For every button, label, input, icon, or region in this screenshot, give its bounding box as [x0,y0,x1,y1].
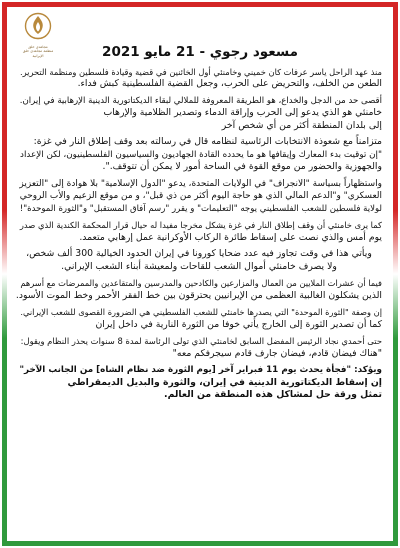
logo-caption-line: منظمة مجاهدي خلق الإيرانية [22,49,54,58]
document-header [12,8,388,66]
organization-logo [18,12,58,58]
paragraph-line: الذين يشكلون الغالبية العظمى من الإيرانيين يحترقون بين خط الفقر الأحمر وخط الموت الأسود. [15,289,382,301]
paragraph-line: منذ عهد الراحل ياسر عرفات كان خميني وخامنئي أول الخائنين في قضية وقيادة فلسطين ومنظمة التحرير. [19,67,382,77]
paragraph-line: واستظهاراً بسياسة "الانجراف" في الولايات المتحدة، يدعو "الدول الإسلامية" بلا هوادة إلى "التعزيز [19,178,382,189]
paragraph [16,178,382,215]
paragraph-line: تمثل ورقة حل لمشاكل هذه المنطقة من العالم. [164,389,382,401]
logo-caption [18,45,58,58]
paragraph-line: إن إسقاط الديكتاتورية الدينية في إيران، والثورة والبديل الديمقراطي [67,376,382,388]
paragraph-line: كما يرى خامنئي أن وقف إطلاق النار في غزة يشكل مخرجا مفيدا له حيال قرار المحكمة الكندية الذي صدر [19,220,382,231]
paragraph-line: يوم أمس والذي نصت على إسقاط طائرة الركاب الأوكرانية عمل إرهابي متعمد. [79,231,382,243]
paragraph-line: والجهوزية والحضور من موقع القوة في الساحة أمور لا يمكن أن تتوقف.". [102,161,382,173]
paragraph-line: أقصى حد من الدجل والخداع، هو الطريقة المعروفة للملالي لبقاء الديكتاتورية الدينية الإرهابية في إيران. [19,96,382,106]
document-title: مسعود رجوي - 21 مايو 2021 [102,44,298,60]
paragraph-line: إن وصفة "الثورة الموحدة" التي يصدرها خامنئي للشعب الفلسطيني هي الضرورة القصوى للشعب الإيراني. [20,307,382,318]
paragraph-line: ويؤكد: "فجأة يحدث يوم 11 فبراير آخر [يوم الثورة ضد نظام الشاه] من الجانب الآخر" [19,365,382,376]
paragraph [16,66,382,91]
paragraph-line: العسكري" و"الدعم المالي الذي هو حاجة اليوم أكثر من ذي قبل"، و من موقع الزعيم والأب الروحي [19,191,382,202]
paragraph-line: حتى أحمدي نجاد الرئيس المفضل السابق لخامنئي الذي تولى الرئاسة لمدة 8 سنوات يحذر النظام ويقول: [20,336,382,347]
paragraph [16,95,382,132]
paragraph [16,277,382,302]
paragraph-line: الطعن من الخلف، والتحريض على الحرب، وجعل القضية الفلسطينية كبش فداء. [77,78,382,90]
paragraph-line: فيما أن عشرات الملايين من العمال والمزارعين والكادحين والمدرسين والمتقاعدين والممرضات مع أسرهم [20,278,382,289]
paragraph-line: لولاية فلسطين للشعب الفلسطيني يوجه "التعليمات" و يقرر "رسم آفاق المستقبل" و"الثورة الموحدة"! [19,203,382,214]
paragraph-line: "إن توقيت بدء المعارك وإيقافها هو ما يحدده القادة الجهاديون والسياسيون الفلسطينيون، لكن الإعداد [20,149,382,160]
paragraph [16,306,382,331]
paragraph-line: "هناك فيضان قادم، فيضان جارف قادم سيجرفكم معه" [172,347,382,359]
paragraph-line: كما أن تصدير الثورة إلى الخارج يأتي خوفا من الثورة النارية في داخل إيران [95,318,382,330]
paragraph-line: إلى بلدان المنطقة أكثر من أي شخص آخر [221,119,382,131]
paragraph-line: ولا يصرف خامنئي أموال الشعب للقاحات ولمعيشة أبناء الشعب الإيراني. [61,260,337,272]
paragraph [16,219,382,244]
paragraph-line: ويأتي هذا في وقت تجاوز فيه عدد ضحايا كورونا في إيران الحدود الخيالية 300 ألف شخص، [26,248,372,260]
flame-emblem-icon [24,12,52,44]
document-body [16,66,382,540]
paragraph [16,248,382,273]
paragraph-line: خامنئي هو الذي يدعو إلى الحرب وإراقة الدماء وتصدير الظلامية والإرهاب [103,107,382,119]
paragraph-line: متزامناً مع شعوذة الانتخابات الرئاسية لنظامه قال في رسالته بعد وقف إطلاق النار في غزة: [33,136,382,148]
paragraph [16,335,382,360]
paragraph [16,136,382,173]
logo-caption-line: مجاهدي خلق [28,45,48,49]
paragraph [16,364,382,401]
